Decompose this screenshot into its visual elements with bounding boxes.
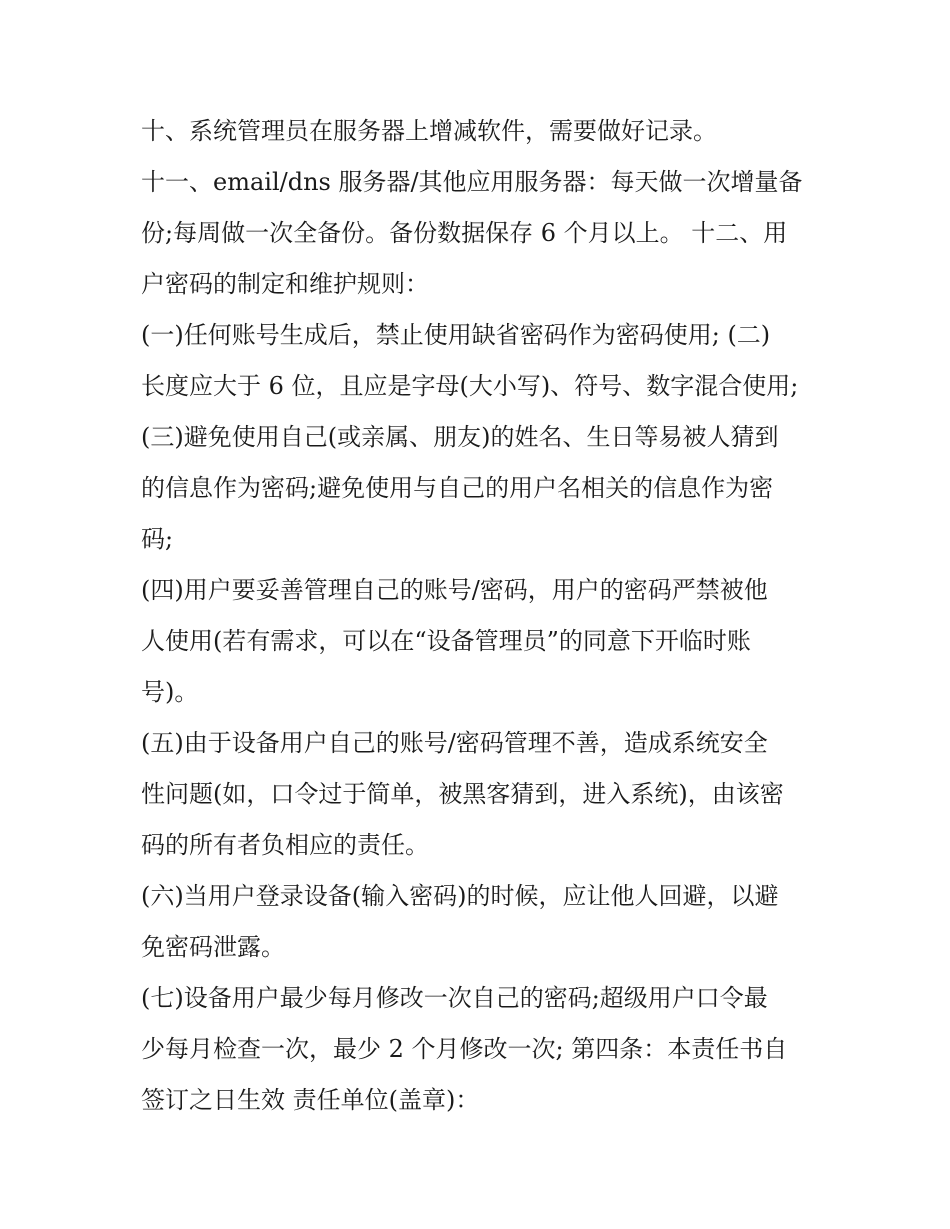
- text-line: 的信息作为密码;避免使用与自己的用户名相关的信息作为密: [141, 474, 774, 502]
- paragraph-rule-7-and-signature: [141, 973, 821, 1126]
- paragraph-software-record: [141, 106, 821, 157]
- text-line: 号)。: [141, 678, 199, 706]
- paragraph-rule-6: [141, 871, 821, 973]
- text-line: (五)由于设备用户自己的账号/密码管理不善，造成系统安全: [141, 729, 768, 757]
- text-line: (六)当用户登录设备(输入密码)的时候，应让他人回避，以避: [141, 882, 779, 910]
- text-line: 人使用(若有需求，可以在“设备管理员”的同意下开临时账: [141, 627, 751, 655]
- text-line: 性问题(如，口令过于简单，被黑客猜到，进入系统)，由该密: [141, 780, 784, 808]
- text-line: 十、系统管理员在服务器上增减软件，需要做好记录。: [141, 117, 717, 145]
- text-line: 码的所有者负相应的责任。: [141, 831, 429, 859]
- paragraph-rule-5: [141, 718, 821, 871]
- text-line: (一)任何账号生成后，禁止使用缺省密码作为密码使用; (二): [141, 321, 771, 349]
- text-line: (七)设备用户最少每月修改一次自己的密码;超级用户口令最: [141, 984, 768, 1012]
- text-line: 户密码的制定和维护规则：: [141, 270, 429, 298]
- text-line: 签订之日生效 责任单位(盖章)：: [141, 1086, 480, 1114]
- text-line: 份;每周做一次全备份。备份数据保存 6 个月以上。 十二、用: [141, 219, 788, 247]
- text-line: 码;: [141, 525, 174, 553]
- text-line: 十一、email/dns 服务器/其他应用服务器：每天做一次增量备: [141, 168, 803, 196]
- text-line: 长度应大于 6 位，且应是字母(大小写)、符号、数字混合使用;: [141, 372, 799, 400]
- paragraph-rule-4: [141, 565, 821, 718]
- text-line: (四)用户要妥善管理自己的账号/密码，用户的密码严禁被他: [141, 576, 768, 604]
- text-line: 少每月检查一次，最少 2 个月修改一次; 第四条：本责任书自: [141, 1035, 788, 1063]
- document-body: [141, 106, 821, 1126]
- paragraph-backup-and-password-rules: [141, 157, 821, 310]
- text-line: (三)避免使用自己(或亲属、朋友)的姓名、生日等易被人猜到: [141, 423, 779, 451]
- text-line: 免密码泄露。: [141, 933, 285, 961]
- paragraph-rules-1-3: [141, 310, 821, 565]
